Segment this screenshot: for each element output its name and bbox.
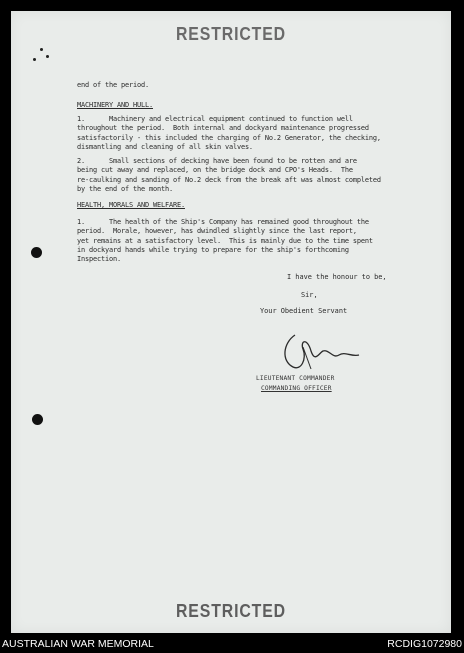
section-heading-machinery: MACHINERY AND HULL.: [77, 101, 153, 109]
paragraph-machinery-2: 2. Small sections of decking have been found to be rotten and are being cut away and replaced, on the bridge dock and CPO's Heads. The re-caulking and sanding of No.2 deck from the break aft was almost completed by the end of the month.: [77, 157, 381, 193]
punch-hole: [31, 247, 42, 258]
text-line: end of the period.: [77, 81, 149, 89]
page-mark: [40, 48, 43, 51]
closing-honour: I have the honour to be,: [287, 273, 387, 281]
restricted-stamp-bottom: RESTRICTED: [175, 601, 286, 621]
signatory-role: COMMANDING OFFICER: [261, 385, 332, 392]
archive-name: AUSTRALIAN WAR MEMORIAL: [2, 638, 154, 650]
paragraph-machinery-1: 1. Machinery and electrical equipment continued to function well throughout the period. Both internal and dockyard maintenance progressed satisfactorily - this included the charging of No.2 Generator, the checking, dismantling and cleaning of all skin valves.: [77, 115, 381, 151]
archive-footer: [0, 633, 464, 653]
document-page: [11, 11, 451, 633]
page-mark: [33, 58, 36, 61]
paragraph-health-1: 1. The health of the Ship's Company has remained good throughout the period. Morale, however, has dwindled slightly since the last report, yet remains at a satisfactory level. This is mainly due to the time spent in dockyard hands while trying to prepare for the ship's forthcoming Inspection.: [77, 218, 373, 264]
section-heading-health: HEALTH, MORALS AND WELFARE.: [77, 201, 185, 209]
record-id: RCDIG1072980: [387, 638, 462, 650]
handwritten-signature: [273, 329, 373, 377]
punch-hole: [32, 414, 43, 425]
closing-sir: Sir,: [301, 291, 318, 299]
restricted-stamp-top: RESTRICTED: [175, 24, 286, 44]
page-mark: [46, 55, 49, 58]
closing-servant: Your Obedient Servant: [260, 307, 348, 315]
signatory-rank: LIEUTENANT COMMANDER: [256, 375, 335, 382]
